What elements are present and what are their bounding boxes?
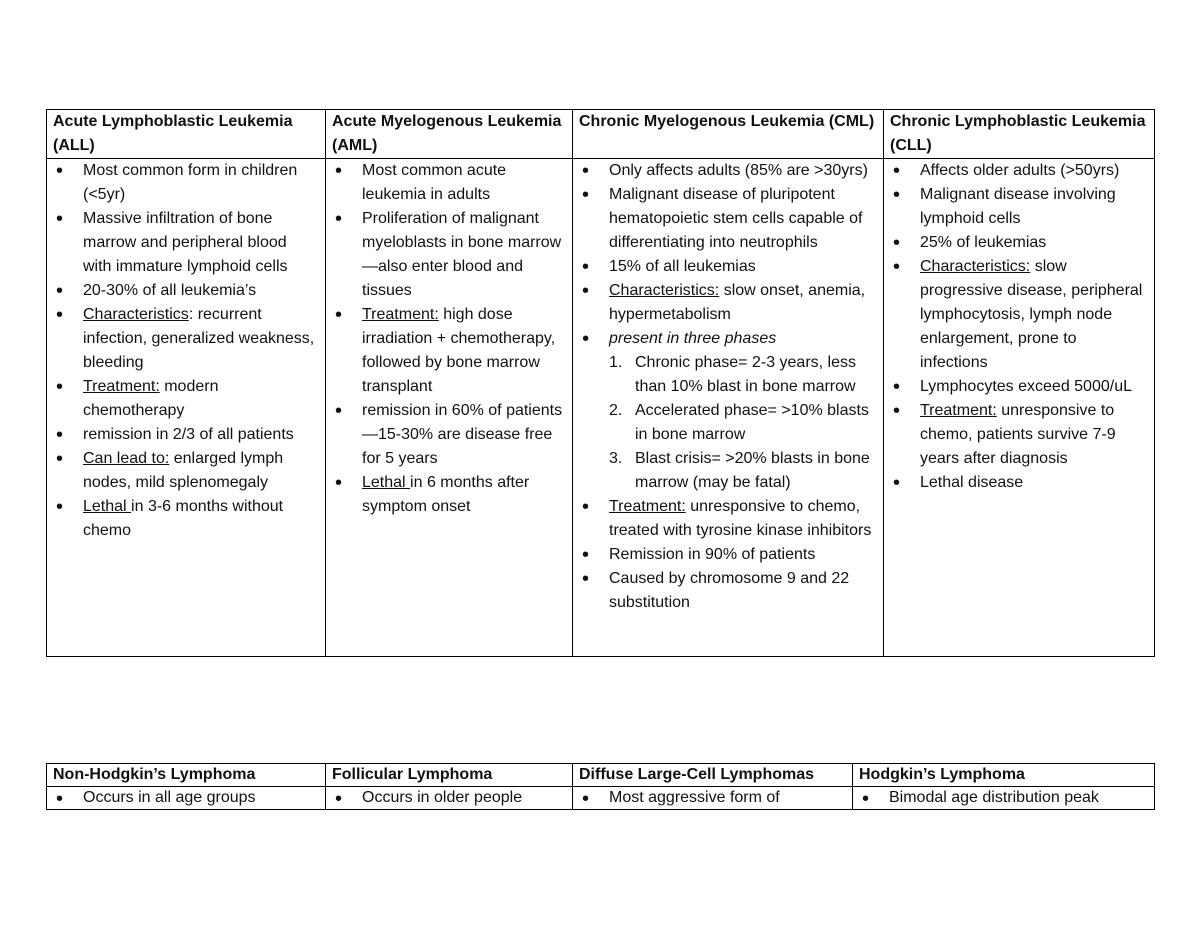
cell-cml bbox=[573, 159, 884, 657]
text: unresponsive to chemo, patients survive 7-9 years after diagnosis bbox=[920, 402, 1116, 467]
list-item: • Lymphocytes exceed 5000/uL bbox=[890, 375, 1148, 399]
lymphoma-header-row bbox=[47, 764, 1155, 787]
header-all: Acute Lymphoblastic Leukemia (ALL) bbox=[47, 110, 326, 159]
list bbox=[859, 787, 1148, 809]
list-item: • Malignant disease of pluripotent hematopoietic stem cells capable of differentiating into neutrophils bbox=[579, 183, 877, 255]
cell-non-hodgkins bbox=[47, 787, 326, 810]
list bbox=[53, 787, 319, 809]
text: modern chemotherapy bbox=[83, 378, 219, 419]
aml-list bbox=[332, 159, 566, 519]
list-item: • Occurs in all age groups bbox=[53, 787, 319, 809]
list bbox=[332, 787, 566, 809]
cml-list bbox=[579, 159, 877, 351]
list-item: • Affects older adults (>50yrs) bbox=[890, 159, 1148, 183]
cell-hodgkins bbox=[853, 787, 1155, 810]
lymphoma-body-row bbox=[47, 787, 1155, 810]
phase-text: Chronic phase= 2-3 years, less than 10% blast in bone marrow bbox=[635, 354, 856, 395]
list-item: • 25% of leukemias bbox=[890, 231, 1148, 255]
list-item bbox=[53, 303, 319, 375]
list-item: • remission in 2/3 of all patients bbox=[53, 423, 319, 447]
list-item: • Proliferation of malignant myeloblasts in bone marrow—also enter blood and tissues bbox=[332, 207, 566, 303]
label: Treatment: bbox=[609, 498, 686, 515]
text: in 6 months after symptom onset bbox=[362, 474, 530, 515]
cell-diffuse-large-cell bbox=[573, 787, 853, 810]
phase-item bbox=[579, 447, 877, 495]
header-aml: Acute Myelogenous Leukemia (AML) bbox=[326, 110, 573, 159]
list-item: • Bimodal age distribution peak bbox=[859, 787, 1148, 809]
phase-item bbox=[579, 399, 877, 447]
list-item bbox=[890, 399, 1148, 471]
list-item: • Caused by chromosome 9 and 22 substitution bbox=[579, 567, 877, 615]
phase-text: Blast crisis= >20% blasts in bone marrow (may be fatal) bbox=[635, 450, 870, 491]
cml-list-continued bbox=[579, 495, 877, 615]
text: slow progressive disease, peripheral lymphocytosis, lymph node enlargement, prone to infections bbox=[920, 258, 1143, 371]
list-item: • present in three phases bbox=[579, 327, 877, 351]
header-non-hodgkins: Non-Hodgkin’s Lymphoma bbox=[47, 764, 326, 787]
label: Characteristics: bbox=[920, 258, 1031, 275]
label: Can lead to: bbox=[83, 450, 170, 467]
text: : recurrent infection, generalized weakness, bleeding bbox=[83, 306, 315, 371]
label: Treatment: bbox=[83, 378, 160, 395]
cll-list bbox=[890, 159, 1148, 495]
phase-number: 3. bbox=[609, 450, 623, 467]
header-diffuse-large-cell: Diffuse Large-Cell Lymphomas bbox=[573, 764, 853, 787]
phase-number: 2. bbox=[609, 402, 623, 419]
header-cll: Chronic Lymphoblastic Leukemia (CLL) bbox=[884, 110, 1155, 159]
phase-number: 1. bbox=[609, 354, 623, 371]
text: enlarged lymph nodes, mild splenomegaly bbox=[83, 450, 284, 491]
text: in 3-6 months without chemo bbox=[83, 498, 284, 539]
leukemia-table bbox=[46, 109, 1155, 657]
list-item: • Remission in 90% of patients bbox=[579, 543, 877, 567]
list-item: • Lethal disease bbox=[890, 471, 1148, 495]
cell-cll bbox=[884, 159, 1155, 657]
list-item: • 20-30% of all leukemia’s bbox=[53, 279, 319, 303]
phase-list bbox=[579, 351, 877, 495]
all-list bbox=[53, 159, 319, 543]
list-item bbox=[332, 471, 566, 519]
list-item bbox=[53, 447, 319, 495]
list-item bbox=[890, 255, 1148, 375]
label: Lethal bbox=[83, 498, 132, 515]
list-item: • Occurs in older people bbox=[332, 787, 566, 809]
list-item bbox=[579, 279, 877, 327]
label: Characteristics bbox=[83, 306, 189, 323]
list-item: • Only affects adults (85% are >30yrs) bbox=[579, 159, 877, 183]
list-item: • Most common form in children (<5yr) bbox=[53, 159, 319, 207]
list-item: • Most aggressive form of bbox=[579, 787, 846, 809]
list-item bbox=[332, 303, 566, 399]
list-item: • Malignant disease involving lymphoid cells bbox=[890, 183, 1148, 231]
list-item: • Most common acute leukemia in adults bbox=[332, 159, 566, 207]
leukemia-header-row bbox=[47, 110, 1155, 159]
text: unresponsive to chemo, treated with tyrosine kinase inhibitors bbox=[609, 498, 872, 539]
label: Lethal bbox=[362, 474, 411, 491]
header-follicular: Follicular Lymphoma bbox=[326, 764, 573, 787]
header-hodgkins: Hodgkin’s Lymphoma bbox=[853, 764, 1155, 787]
header-cml: Chronic Myelogenous Leukemia (CML) bbox=[573, 110, 884, 159]
text: high dose irradiation + chemotherapy, followed by bone marrow transplant bbox=[362, 306, 556, 395]
list-item: • remission in 60% of patients—15-30% are disease free for 5 years bbox=[332, 399, 566, 471]
phase-text: Accelerated phase= >10% blasts in bone marrow bbox=[635, 402, 869, 443]
cell-aml bbox=[326, 159, 573, 657]
label: Treatment: bbox=[362, 306, 439, 323]
list bbox=[579, 787, 846, 809]
list-item bbox=[53, 495, 319, 543]
lymphoma-table bbox=[46, 763, 1155, 810]
list-item: • Massive infiltration of bone marrow and peripheral blood with immature lymphoid cells bbox=[53, 207, 319, 279]
leukemia-body-row bbox=[47, 159, 1155, 657]
label: Treatment: bbox=[920, 402, 997, 419]
label: Characteristics: bbox=[609, 282, 720, 299]
list-item bbox=[53, 375, 319, 423]
phase-item bbox=[579, 351, 877, 399]
cell-follicular bbox=[326, 787, 573, 810]
list-item bbox=[579, 495, 877, 543]
cell-all bbox=[47, 159, 326, 657]
text: slow onset, anemia, hypermetabolism bbox=[609, 282, 866, 323]
list-item: • 15% of all leukemias bbox=[579, 255, 877, 279]
